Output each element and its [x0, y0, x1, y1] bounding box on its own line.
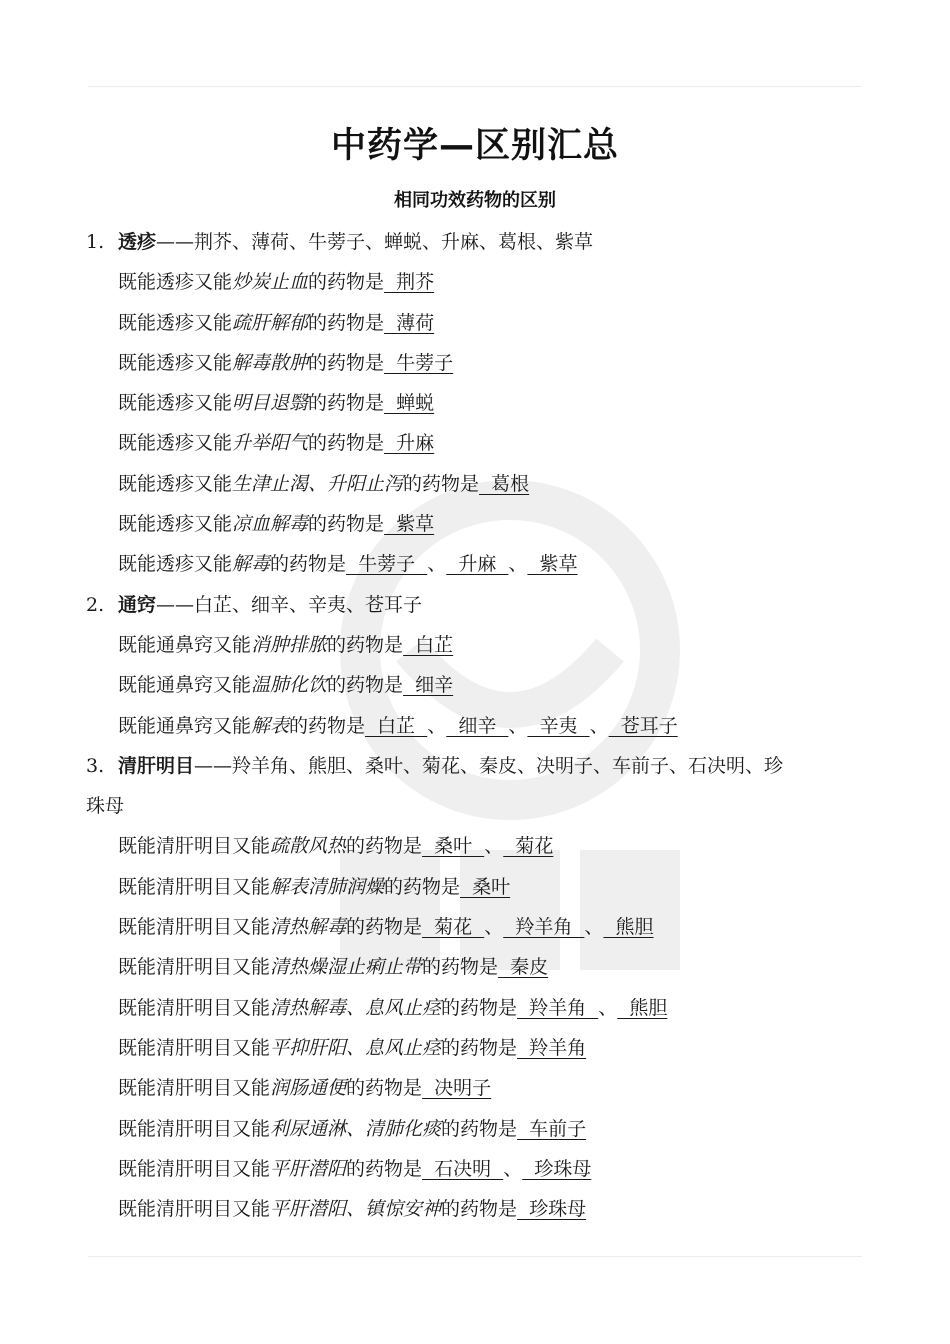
answer-separator: 、 — [484, 916, 504, 939]
effect-text: 消肿排脓 — [251, 633, 328, 656]
answer-separator: 、 — [508, 553, 528, 576]
effect-text: 温肺化饮 — [251, 674, 328, 697]
answer-blank: 羚羊角 — [517, 1036, 587, 1059]
effect-text: 清热燥湿止痢止带 — [270, 956, 423, 979]
answer-blank: 熊胆 — [603, 916, 654, 939]
answer-blank: 珍珠母 — [517, 1198, 587, 1221]
question-line — [86, 826, 866, 866]
question-prefix: 既能清肝明目又能 — [118, 996, 271, 1019]
question-mid: 的药物是 — [403, 472, 480, 495]
question-line — [86, 504, 866, 544]
question-mid: 的药物是 — [327, 633, 404, 656]
question-prefix: 既能清肝明目又能 — [118, 875, 271, 898]
question-line — [86, 947, 866, 987]
question-line — [86, 303, 866, 343]
answer-separator: 、 — [584, 916, 604, 939]
question-line — [86, 262, 866, 302]
answer-blank: 细辛 — [446, 714, 509, 737]
effect-text: 平肝潜阳、镇惊安神 — [270, 1198, 442, 1221]
section-number: 2. — [86, 593, 105, 616]
answer-blank: 升麻 — [446, 553, 509, 576]
question-mid: 的药物是 — [289, 714, 366, 737]
answer-separator: 、 — [427, 553, 447, 576]
answer-blank: 升麻 — [384, 432, 435, 455]
effect-text: 炒炭止血 — [232, 271, 309, 294]
answer-separator: 、 — [427, 714, 447, 737]
answer-blank: 紫草 — [384, 513, 435, 536]
answer-blank: 白芷 — [365, 714, 428, 737]
question-line — [86, 1028, 866, 1068]
answer-separator: 、 — [503, 1157, 523, 1180]
question-mid: 的药物是 — [346, 1157, 423, 1180]
answer-blank: 紫草 — [527, 553, 578, 576]
answer-blank: 桑叶 — [422, 835, 485, 858]
answer-blank: 白芷 — [403, 633, 454, 656]
question-mid: 的药物是 — [441, 1036, 518, 1059]
answer-blank: 车前子 — [517, 1117, 587, 1140]
question-mid: 的药物是 — [327, 674, 404, 697]
answer-blank: 羚羊角 — [517, 996, 599, 1019]
question-line — [86, 1149, 866, 1189]
answer-blank: 菊花 — [503, 835, 554, 858]
question-prefix: 既能透疹又能 — [118, 311, 233, 334]
section-heading — [86, 585, 866, 625]
effect-text: 清热解毒 — [270, 916, 347, 939]
question-prefix: 既能清肝明目又能 — [118, 956, 271, 979]
effect-text: 疏肝解郁 — [232, 311, 309, 334]
question-mid: 的药物是 — [308, 311, 385, 334]
answer-blank: 辛夷 — [527, 714, 590, 737]
question-line — [86, 383, 866, 423]
section-drug-list-continued: 珠母 — [86, 795, 125, 818]
question-line — [86, 343, 866, 383]
question-line — [86, 665, 866, 705]
question-mid: 的药物是 — [308, 392, 385, 415]
effect-text: 解毒散肿 — [232, 351, 309, 374]
question-line — [86, 423, 866, 463]
question-line — [86, 907, 866, 947]
answer-blank: 苍耳子 — [608, 714, 678, 737]
answer-blank: 秦皮 — [498, 956, 549, 979]
section-number: 1. — [86, 231, 105, 253]
effect-text: 平抑肝阳、息风止痉 — [270, 1036, 442, 1059]
question-line — [86, 464, 866, 504]
question-prefix: 既能透疹又能 — [118, 553, 233, 576]
answer-blank: 牛蒡子 — [346, 553, 428, 576]
page-subtitle: 相同功效药物的区别 — [394, 190, 556, 211]
effect-text: 利尿通淋、清肺化痰 — [270, 1117, 442, 1140]
question-prefix: 既能通鼻窍又能 — [118, 674, 252, 697]
question-mid: 的药物是 — [346, 916, 423, 939]
answer-blank: 细辛 — [403, 674, 454, 697]
question-prefix: 既能清肝明目又能 — [118, 1198, 271, 1221]
question-prefix: 既能清肝明目又能 — [118, 1036, 271, 1059]
section-number: 3. — [86, 754, 105, 777]
question-prefix: 既能透疹又能 — [118, 271, 233, 294]
answer-blank: 蝉蜕 — [384, 392, 435, 415]
effect-text: 解表 — [251, 714, 290, 737]
answer-blank: 牛蒡子 — [384, 351, 454, 374]
content-body — [86, 222, 866, 1229]
question-line — [86, 988, 866, 1028]
question-line — [86, 1109, 866, 1149]
section-drug-list: ——羚羊角、熊胆、桑叶、菊花、秦皮、决明子、车前子、石决明、珍 — [194, 754, 784, 777]
question-prefix: 既能清肝明目又能 — [118, 916, 271, 939]
question-prefix: 既能透疹又能 — [118, 351, 233, 374]
section-heading — [86, 222, 866, 262]
question-prefix: 既能透疹又能 — [118, 392, 233, 415]
answer-blank: 珍珠母 — [522, 1157, 592, 1180]
section-keyword: 通窍 — [118, 593, 157, 616]
question-line — [86, 867, 866, 907]
question-mid: 的药物是 — [346, 835, 423, 858]
question-line — [86, 544, 866, 584]
question-prefix: 既能清肝明目又能 — [118, 1117, 271, 1140]
question-line — [86, 625, 866, 665]
effect-text: 清热解毒、息风止痉 — [270, 996, 442, 1019]
question-mid: 的药物是 — [308, 513, 385, 536]
question-prefix: 既能清肝明目又能 — [118, 1157, 271, 1180]
effect-text: 疏散风热 — [270, 835, 347, 858]
section-keyword: 清肝明目 — [118, 754, 195, 777]
effect-text: 明目退翳 — [232, 392, 309, 415]
effect-text: 升举阳气 — [232, 432, 309, 455]
effect-text: 润肠通便 — [270, 1077, 347, 1100]
question-mid: 的药物是 — [308, 351, 385, 374]
question-mid: 的药物是 — [270, 553, 347, 576]
effect-text: 生津止渴、升阳止泻 — [232, 472, 404, 495]
section-drug-list: ——白芷、细辛、辛夷、苍耳子 — [156, 593, 423, 616]
question-line — [86, 1189, 866, 1229]
answer-blank: 薄荷 — [384, 311, 435, 334]
answer-separator: 、 — [589, 714, 609, 737]
answer-blank: 葛根 — [479, 472, 530, 495]
answer-blank: 决明子 — [422, 1077, 492, 1100]
question-mid: 的药物是 — [441, 1117, 518, 1140]
question-mid: 的药物是 — [441, 996, 518, 1019]
question-mid: 的药物是 — [441, 1198, 518, 1221]
effect-text: 解毒 — [232, 553, 271, 576]
effect-text: 凉血解毒 — [232, 513, 309, 536]
answer-blank: 熊胆 — [617, 996, 668, 1019]
question-prefix: 既能清肝明目又能 — [118, 835, 271, 858]
effect-text: 解表清肺润燥 — [270, 875, 385, 898]
question-prefix: 既能清肝明目又能 — [118, 1077, 271, 1100]
bottom-rule — [88, 1256, 862, 1257]
question-line — [86, 706, 866, 746]
answer-separator: 、 — [484, 835, 504, 858]
answer-blank: 荆芥 — [384, 271, 435, 294]
section-heading — [86, 746, 866, 786]
question-prefix: 既能透疹又能 — [118, 472, 233, 495]
answer-separator: 、 — [598, 996, 618, 1019]
section-drug-list: ——荆芥、薄荷、牛蒡子、蝉蜕、升麻、葛根、紫草 — [156, 231, 594, 253]
question-mid: 的药物是 — [308, 271, 385, 294]
question-mid: 的药物是 — [308, 432, 385, 455]
section-keyword: 透疹 — [118, 231, 157, 253]
question-prefix: 既能透疹又能 — [118, 432, 233, 455]
question-prefix: 既能通鼻窍又能 — [118, 714, 252, 737]
answer-blank: 羚羊角 — [503, 916, 585, 939]
answer-separator: 、 — [508, 714, 528, 737]
question-prefix: 既能透疹又能 — [118, 513, 233, 536]
answer-blank: 桑叶 — [460, 875, 511, 898]
answer-blank: 石决明 — [422, 1157, 504, 1180]
page-title: 中药学—区别汇总 — [330, 126, 619, 166]
top-rule — [88, 86, 862, 87]
question-line — [86, 1068, 866, 1108]
answer-blank: 菊花 — [422, 916, 485, 939]
question-mid: 的药物是 — [384, 875, 461, 898]
question-prefix: 既能通鼻窍又能 — [118, 633, 252, 656]
question-mid: 的药物是 — [422, 956, 499, 979]
question-mid: 的药物是 — [346, 1077, 423, 1100]
effect-text: 平肝潜阳 — [270, 1157, 347, 1180]
